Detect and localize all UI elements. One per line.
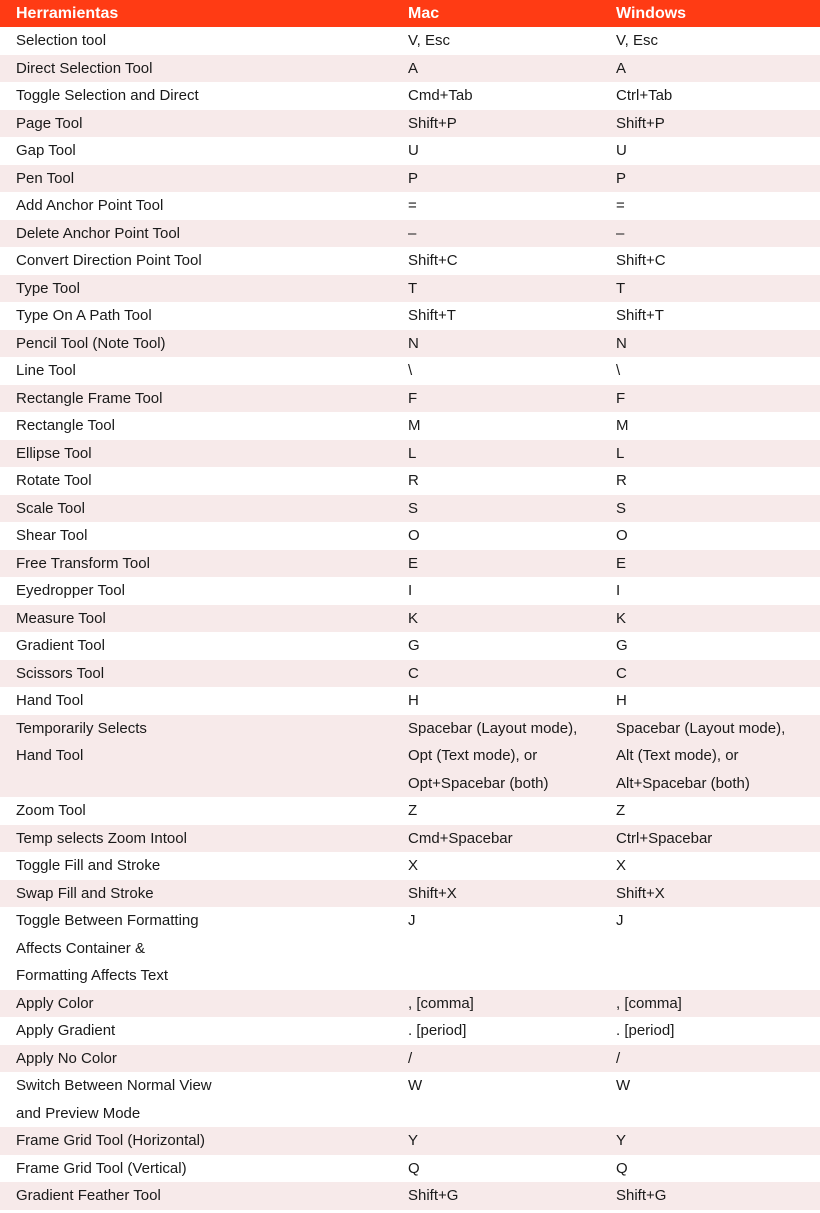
mac-shortcut-cell: M <box>408 417 421 434</box>
tool-name-cell: Rectangle Frame Tool <box>0 385 392 413</box>
tool-name-cell: Swap Fill and Stroke <box>0 880 392 908</box>
table-row <box>0 275 820 303</box>
mac-shortcut-cell: Z <box>408 802 418 819</box>
windows-shortcut-cell: – <box>600 220 820 248</box>
table-row <box>0 687 820 715</box>
windows-shortcut-cell: I <box>616 582 621 599</box>
windows-shortcut-cell: Shift+X <box>600 880 820 908</box>
windows-shortcut-cell: F <box>600 385 820 413</box>
windows-shortcut-cell: X <box>616 857 627 874</box>
mac-shortcut-cell: \ <box>408 362 413 379</box>
mac-shortcut-cell: L <box>392 440 600 468</box>
header-mac: Mac <box>392 0 600 27</box>
tool-name-cell: Pen Tool <box>0 165 392 193</box>
mac-shortcut-cell: Cmd+Spacebar <box>392 825 600 853</box>
header-windows: Windows <box>600 0 820 27</box>
tool-name-cell: Pencil Tool (Note Tool) <box>0 330 392 358</box>
windows-shortcut-cell: Q <box>616 1159 628 1177</box>
table-row <box>0 110 820 138</box>
windows-shortcut-cell: O <box>616 527 628 544</box>
tool-name-cell: Selection tool <box>16 32 107 49</box>
windows-shortcut-cell: K <box>600 605 820 633</box>
table-row <box>0 1182 820 1210</box>
mac-shortcut-cell: R <box>408 472 419 489</box>
mac-shortcut-cell: Shift+P <box>392 110 600 138</box>
tool-name-cell: Measure Tool <box>0 605 392 633</box>
table-row <box>0 852 820 880</box>
windows-shortcut-cell: Y <box>600 1127 820 1155</box>
mac-shortcut-cell: Shift+T <box>408 307 456 324</box>
windows-shortcut-cell: N <box>600 330 820 358</box>
table-row <box>0 1155 820 1183</box>
tool-name-cell: Temp selects Zoom Intool <box>0 825 392 853</box>
windows-shortcut-cell: H <box>616 692 627 709</box>
tool-name-cell: Rotate Tool <box>16 472 92 489</box>
mac-shortcut-cell: H <box>408 692 419 709</box>
mac-shortcut-cell: K <box>392 605 600 633</box>
table-row <box>0 1045 820 1073</box>
tool-name-cell: Gradient Tool <box>16 637 105 654</box>
table-row <box>0 412 820 440</box>
windows-shortcut-cell: , [comma] <box>600 990 820 1018</box>
table-row <box>0 440 820 468</box>
windows-shortcut-cell: W <box>616 1077 631 1094</box>
table-row <box>0 907 820 990</box>
windows-shortcut-cell: Z <box>616 802 626 819</box>
windows-shortcut-cell: J <box>616 912 624 929</box>
tool-name-cell: Page Tool <box>0 110 392 138</box>
table-row <box>0 577 820 605</box>
mac-shortcut-cell: T <box>392 275 600 303</box>
windows-shortcut-cell: T <box>600 275 820 303</box>
mac-shortcut-cell: – <box>392 220 600 248</box>
table-row <box>0 797 820 825</box>
table-row <box>0 715 820 798</box>
windows-shortcut-cell: V, Esc <box>616 32 658 49</box>
mac-shortcut-cell: E <box>392 550 600 578</box>
mac-shortcut-cell: W <box>408 1077 423 1094</box>
mac-shortcut-cell: Shift+X <box>392 880 600 908</box>
tool-name-cell: Gap Tool <box>16 142 76 159</box>
tool-name-cell: Hand Tool <box>16 692 84 709</box>
tool-name-cell: Toggle Between Formatting Affects Container & Formatting Affects Text <box>16 912 199 984</box>
windows-shortcut-cell: = <box>616 197 625 214</box>
tool-name-cell: Free Transform Tool <box>0 550 392 578</box>
mac-shortcut-cell: J <box>408 912 416 929</box>
windows-shortcut-cell: Shift+P <box>600 110 820 138</box>
windows-shortcut-cell: C <box>600 660 820 688</box>
mac-shortcut-cell: G <box>408 637 420 654</box>
mac-shortcut-cell: Shift+C <box>408 252 458 269</box>
tool-name-cell: Scale Tool <box>0 495 392 523</box>
mac-shortcut-cell: = <box>408 197 417 214</box>
mac-shortcut-cell: . [period] <box>408 1022 467 1039</box>
table-row <box>0 220 820 248</box>
windows-shortcut-cell: P <box>600 165 820 193</box>
mac-shortcut-cell: O <box>408 527 420 544</box>
windows-shortcut-cell: G <box>616 637 628 654</box>
tool-name-cell: Add Anchor Point Tool <box>16 197 164 214</box>
mac-shortcut-cell: Spacebar (Layout mode), Opt (Text mode), or Opt+Spacebar (both) <box>392 715 600 798</box>
mac-shortcut-cell: I <box>408 582 413 599</box>
windows-shortcut-cell: S <box>600 495 820 523</box>
tool-name-cell: Scissors Tool <box>0 660 392 688</box>
table-row <box>0 1017 820 1045</box>
mac-shortcut-cell: X <box>408 857 419 874</box>
table-row <box>0 247 820 275</box>
windows-shortcut-cell: Shift+G <box>600 1182 820 1210</box>
mac-shortcut-cell: Cmd+Tab <box>408 87 473 104</box>
mac-shortcut-cell: F <box>392 385 600 413</box>
tool-name-cell: Apply Gradient <box>16 1022 116 1039</box>
tool-name-cell: Direct Selection Tool <box>0 55 392 83</box>
table-row <box>0 55 820 83</box>
table-row <box>0 632 820 660</box>
windows-shortcut-cell: M <box>616 417 629 434</box>
mac-shortcut-cell: U <box>408 142 419 159</box>
mac-shortcut-cell: P <box>392 165 600 193</box>
tool-name-cell: Rectangle Tool <box>16 417 115 434</box>
tool-name-cell: Delete Anchor Point Tool <box>0 220 392 248</box>
table-row <box>0 165 820 193</box>
tool-name-cell: Type Tool <box>0 275 392 303</box>
table-row <box>0 990 820 1018</box>
tool-name-cell: Ellipse Tool <box>0 440 392 468</box>
windows-shortcut-cell: R <box>616 472 627 489</box>
table-header-row <box>0 0 820 27</box>
table-row <box>0 880 820 908</box>
table-row <box>0 82 820 110</box>
table-row <box>0 330 820 358</box>
tool-name-cell: Convert Direction Point Tool <box>16 252 202 269</box>
table-row <box>0 495 820 523</box>
tool-name-cell: Frame Grid Tool (Vertical) <box>16 1159 187 1177</box>
windows-shortcut-cell: / <box>600 1045 820 1073</box>
tool-name-cell: Eyedropper Tool <box>16 582 125 599</box>
table-row <box>0 605 820 633</box>
table-row <box>0 550 820 578</box>
mac-shortcut-cell: N <box>392 330 600 358</box>
tool-name-cell: Apply Color <box>0 990 392 1018</box>
tool-name-cell: Line Tool <box>16 362 76 379</box>
table-row <box>0 467 820 495</box>
windows-shortcut-cell: Ctrl+Spacebar <box>600 825 820 853</box>
tool-name-cell: Gradient Feather Tool <box>0 1182 392 1210</box>
windows-shortcut-cell: L <box>600 440 820 468</box>
table-row <box>0 27 820 55</box>
windows-shortcut-cell: Spacebar (Layout mode), Alt (Text mode), or Alt+Spacebar (both) <box>600 715 820 798</box>
mac-shortcut-cell: S <box>392 495 600 523</box>
table-row <box>0 1072 820 1127</box>
mac-shortcut-cell: , [comma] <box>392 990 600 1018</box>
mac-shortcut-cell: V, Esc <box>408 32 450 49</box>
table-row <box>0 302 820 330</box>
windows-shortcut-cell: Shift+T <box>616 307 664 324</box>
windows-shortcut-cell: \ <box>616 362 621 379</box>
table-row <box>0 1127 820 1155</box>
tool-name-cell: Type On A Path Tool <box>16 307 152 324</box>
windows-shortcut-cell: Shift+C <box>616 252 666 269</box>
mac-shortcut-cell: Y <box>392 1127 600 1155</box>
windows-shortcut-cell: E <box>600 550 820 578</box>
tool-name-cell: Apply No Color <box>0 1045 392 1073</box>
mac-shortcut-cell: / <box>392 1045 600 1073</box>
table-row <box>0 660 820 688</box>
table-row <box>0 137 820 165</box>
tool-name-cell: Shear Tool <box>16 527 88 544</box>
mac-shortcut-cell: Shift+G <box>392 1182 600 1210</box>
table-row <box>0 192 820 220</box>
tool-name-cell: Zoom Tool <box>16 802 86 819</box>
windows-shortcut-cell: U <box>616 142 627 159</box>
tool-name-cell: Temporarily Selects Hand Tool <box>0 715 392 798</box>
table-row <box>0 357 820 385</box>
mac-shortcut-cell: C <box>392 660 600 688</box>
windows-shortcut-cell: Ctrl+Tab <box>616 87 673 104</box>
table-row <box>0 385 820 413</box>
tool-name-cell: Frame Grid Tool (Horizontal) <box>0 1127 392 1155</box>
table-row <box>0 825 820 853</box>
header-tools: Herramientas <box>0 0 392 27</box>
windows-shortcut-cell: . [period] <box>616 1022 675 1039</box>
tool-name-cell: Toggle Fill and Stroke <box>16 857 161 874</box>
table-row <box>0 522 820 550</box>
mac-shortcut-cell: A <box>392 55 600 83</box>
windows-shortcut-cell: A <box>600 55 820 83</box>
tool-name-cell: Switch Between Normal View and Preview Mode <box>16 1077 212 1122</box>
mac-shortcut-cell: Q <box>408 1159 420 1177</box>
tool-name-cell: Toggle Selection and Direct <box>16 87 199 104</box>
